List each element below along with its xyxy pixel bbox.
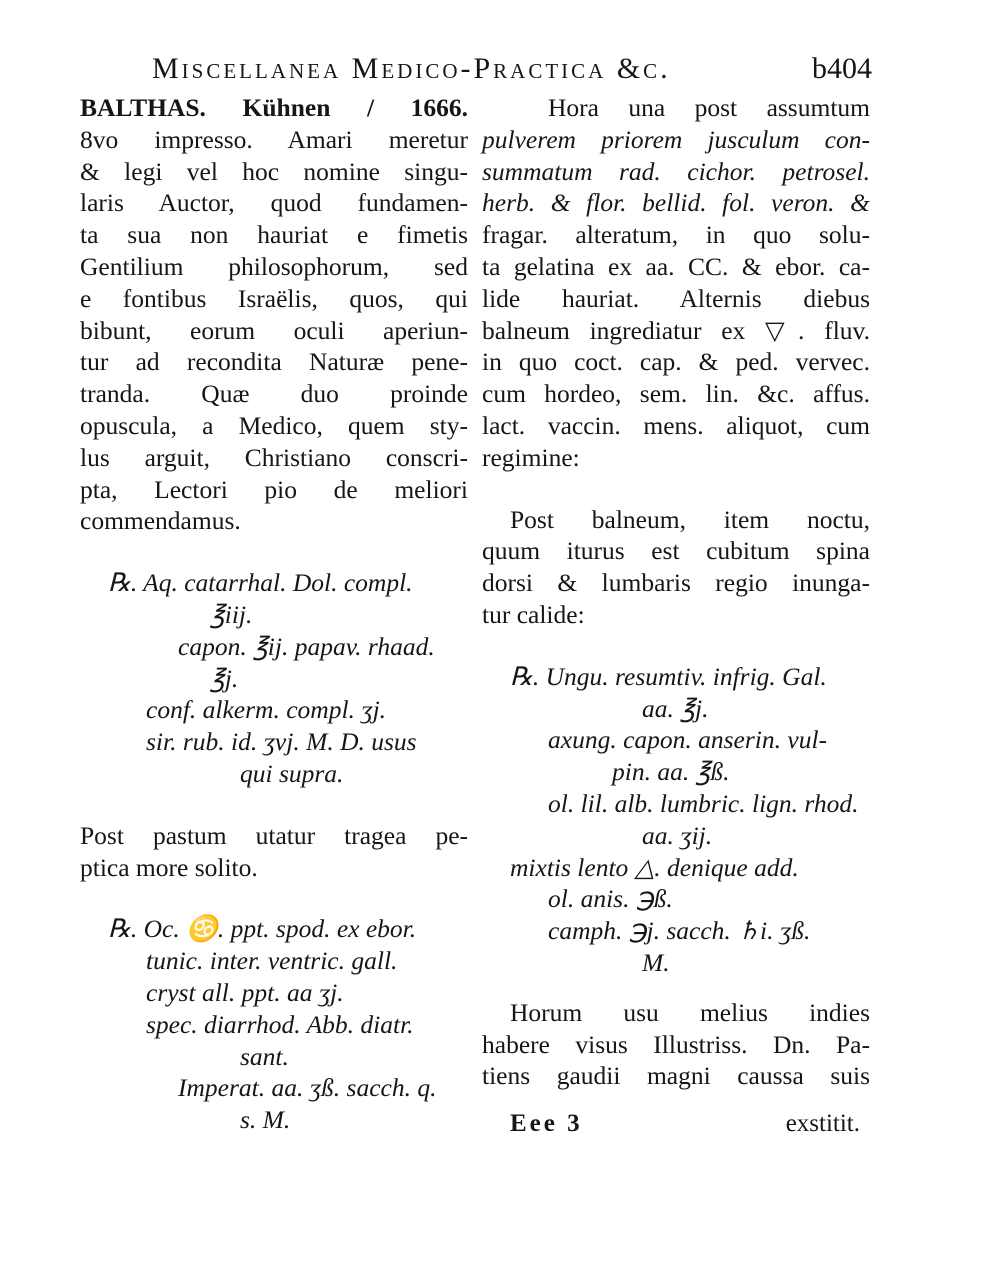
text-line: tranda. Quæ duo proinde	[80, 379, 468, 409]
header-title: Miscellanea Medico-Practica &c.	[152, 52, 671, 85]
recipe-block	[80, 913, 468, 1136]
recipe-line: pin. aa. ℥ß.	[612, 757, 730, 787]
left-column	[80, 92, 468, 1136]
recipe-line: ℥j.	[210, 663, 239, 693]
text-line: herb. & flor. bellid. fol. veron. &	[482, 188, 870, 218]
recipe-line: capon. ℥ij. papav. rhaad.	[178, 631, 435, 661]
text-line: BALTHAS. Kühnen / 1666.	[80, 93, 468, 122]
recipe-line: spec. diarrhod. Abb. diatr.	[146, 1009, 414, 1039]
text-line: habere visus Illustriss. Dn. Pa-	[482, 1029, 870, 1059]
text-line: Post balneum, item noctu,	[510, 504, 870, 534]
recipe-line: M.	[642, 947, 670, 977]
recipe-line: sant.	[240, 1041, 289, 1071]
text-line: ta sua non hauriat e fimetis	[80, 220, 468, 250]
recipe-line: ℞. Ungu. resumtiv. infrig. Gal.	[510, 661, 827, 691]
text-line: tiens gaudii magni caussa suis	[482, 1061, 870, 1091]
recipe-line: ol. anis. ℈ß.	[548, 884, 673, 914]
text-line: fragar. alteratum, in quo solu-	[482, 220, 870, 250]
text-line: Horum usu melius indies	[510, 997, 870, 1027]
text-line: balneum ingrediatur ex ▽. fluv.	[482, 315, 870, 345]
text-line: in quo coct. cap. & ped. vervec.	[482, 347, 870, 377]
recipe-line: ℞. Oc. ♋. ppt. spod. ex ebor.	[108, 914, 417, 944]
text-line: opuscula, a Medico, quem sty-	[80, 410, 468, 440]
page-number: b404	[812, 52, 872, 85]
text-line: Hora una post assumtum	[548, 93, 870, 122]
text-line: dorsi & lumbaris regio inunga-	[482, 568, 870, 598]
text-line: Gentilium philosophorum, sed	[80, 251, 468, 281]
recipe-line: mixtis lento △. denique add.	[510, 852, 799, 882]
text-line: tur ad recondita Naturæ pene-	[80, 347, 468, 377]
text-line: cum hordeo, sem. lin. &c. affus.	[482, 379, 870, 409]
text-line: lact. vaccin. mens. aliquot, cum	[482, 410, 870, 440]
text-line: pulverem priorem jusculum con-	[482, 124, 870, 154]
recipe-line: axung. capon. anserin. vul-	[548, 725, 828, 755]
text-line: laris Auctor, quod fundamen-	[80, 188, 468, 218]
recipe-line: tunic. inter. ventric. gall.	[146, 946, 398, 976]
recipe-line: camph. ℈j. sacch. ♄i. ʒß.	[548, 916, 811, 946]
text-line: pta, Lectori pio de meliori	[80, 474, 468, 504]
text-line: regimine:	[482, 442, 580, 472]
recipe-line: ℥iij.	[210, 599, 253, 629]
recipe-block	[482, 661, 870, 979]
recipe-line: cryst all. ppt. aa ʒj.	[146, 977, 344, 1007]
text-line: ta gelatina ex aa. CC. & ebor. ca-	[482, 251, 870, 281]
recipe-line: ℞. Aq. catarrhal. Dol. compl.	[108, 568, 413, 598]
recipe-line: ol. lil. alb. lumbric. lign. rhod.	[548, 788, 859, 818]
recipe-line: qui supra.	[240, 758, 344, 788]
text-line: commendamus.	[80, 506, 241, 536]
recipe-line: aa. ʒij.	[642, 820, 713, 850]
text-line: summatum rad. cichor. petrosel.	[482, 156, 870, 186]
recipe-line: sir. rub. id. ʒvj. M. D. usus	[146, 727, 417, 757]
recipe-line: Imperat. aa. ʒß. sacch. q.	[178, 1073, 437, 1103]
recipe-line: conf. alkerm. compl. ʒj.	[146, 695, 387, 725]
recipe-line: aa. ℥j.	[642, 693, 709, 723]
text-line: quum iturus est cubitum spina	[482, 536, 870, 566]
right-column	[482, 92, 870, 1092]
text-line: tur calide:	[482, 599, 585, 629]
signature-mark: Eee 3	[510, 1110, 583, 1137]
running-header	[152, 52, 872, 92]
catchword: exstitit.	[785, 1110, 860, 1137]
text-line: lide hauriat. Alternis diebus	[482, 283, 870, 313]
recipe-line: s. M.	[240, 1105, 291, 1135]
text-line: e fontibus Israëlis, quos, qui	[80, 283, 468, 313]
text-line: & legi vel hoc nomine singu-	[80, 156, 468, 186]
page-footer	[510, 1110, 860, 1146]
text-line: lus arguit, Christiano conscri-	[80, 442, 468, 472]
text-line: ptica more solito.	[80, 852, 258, 882]
recipe-block	[80, 567, 468, 790]
text-line: 8vo impresso. Amari meretur	[80, 124, 468, 154]
text-line: Post pastum utatur tragea pe-	[80, 820, 468, 850]
text-line: bibunt, eorum oculi aperiun-	[80, 315, 468, 345]
